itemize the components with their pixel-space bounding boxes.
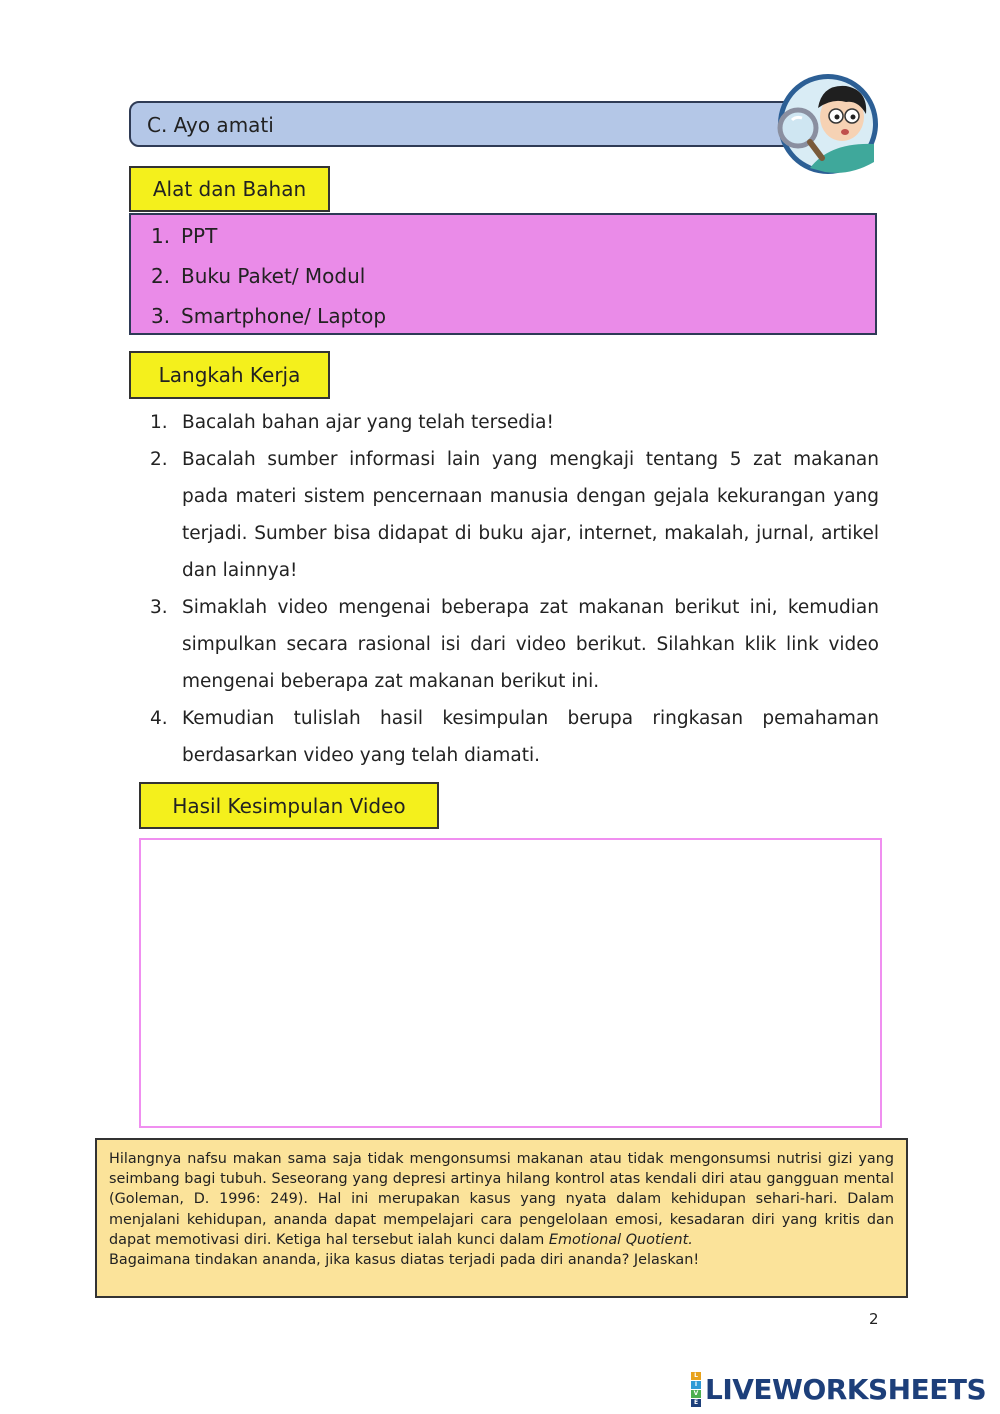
note-paragraph: Hilangnya nafsu makan sama saja tidak mengonsumsi makanan atau tidak mengonsumsi nutrisi gizi yang seimbang bagi tubuh. Seseorang yang depresi artinya hilang kontrol atas kendali diri atau gangguan mental (Goleman, D. 1996: 249). Hal ini merupakan kasus yang nyata dalam kehidupan sehari-hari. Dalam menjalani kehidupan, ananda dapat mempelajari cara pengelolaan emosi, kesadaran diri yang kritis dan dapat memotivasi diri. Ketiga hal tersebut ialah kunci dalam Emotional Quotient. [109,1151,894,1248]
steps-list [150,404,879,774]
materials-label: Alat dan Bahan [129,166,330,212]
materials-item: 3. Smartphone/ Laptop [151,304,387,328]
result-label: Hasil Kesimpulan Video [139,782,439,829]
brand-logo-icon: L I V E [691,1372,701,1407]
step-item: 1. Bacalah bahan ajar yang telah tersedia! [150,412,554,433]
answer-input-area[interactable] [139,838,882,1128]
materials-item: 2. Buku Paket/ Modul [151,264,366,288]
footer-brand [691,1372,986,1406]
mascot-magnifier-icon [770,72,882,176]
page-number: 2 [869,1310,879,1328]
step-item: 4. Kemudian tulislah hasil kesimpulan berupa ringkasan pemahaman berdasarkan video yang telah diamati. [150,708,879,766]
note-question: Bagaimana tindakan ananda, jika kasus diatas terjadi pada diri ananda? Jelaskan! [109,1252,700,1269]
section-header-bar [129,101,829,147]
brand-name: LIVEWORKSHEETS [705,1372,987,1406]
note-box [95,1138,908,1298]
steps-label: Langkah Kerja [129,351,330,399]
materials-list [129,213,877,335]
materials-item: 1. PPT [151,224,218,248]
step-item: 2. Bacalah sumber informasi lain yang mengkaji tentang 5 zat makanan pada materi sistem pencernaan manusia dengan gejala kekurangan yang terjadi. Sumber bisa didapat di buku ajar, internet, makalah, jurnal, artikel dan lainnya! [150,449,879,581]
step-item: 3. Simaklah video mengenai beberapa zat makanan berikut ini, kemudian simpulkan secara rasional isi dari video berikut. Silahkan klik link video mengenai beberapa zat makanan berikut ini. [150,597,879,692]
section-title: C. Ayo amati [147,113,274,137]
